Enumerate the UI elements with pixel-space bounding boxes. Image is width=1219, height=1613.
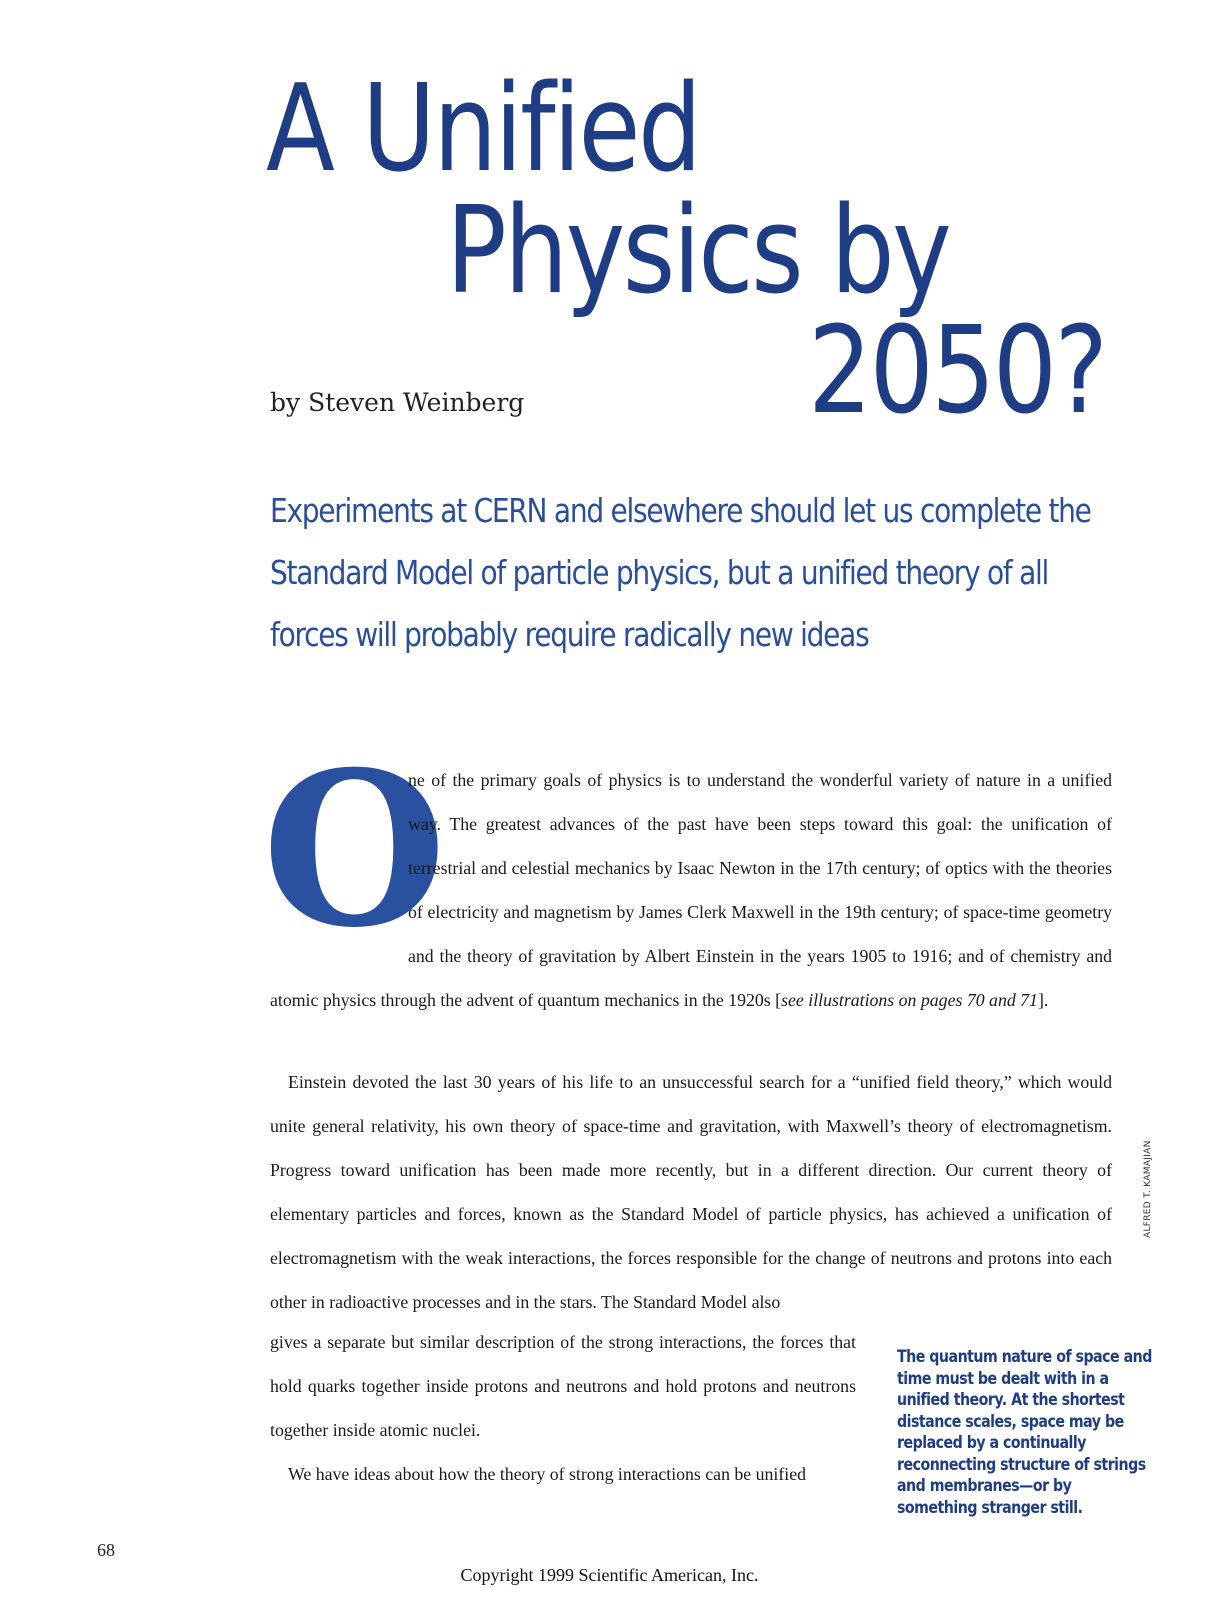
copyright-notice: Copyright 1999 Scientific American, Inc.	[460, 1565, 759, 1585]
title-line-2: Physics by	[446, 182, 950, 321]
title-line-1: A Unified	[266, 60, 700, 199]
deck-subtitle: Experiments at CERN and elsewhere should let us complete the Standard Model of particle physics, but a unified theory of all forces will probably require radically new ideas	[270, 491, 1091, 654]
illustration-credit: ALFRED T. KAMAJIAN	[1143, 1140, 1153, 1238]
byline: by Steven Weinberg	[270, 388, 525, 417]
body-paragraph-3: We have ideas about how the theory of strong interactions can be unified	[288, 1464, 807, 1484]
body-paragraph-1	[262, 725, 1112, 1022]
page-number: 68	[97, 1540, 115, 1560]
body-paragraph-2-continued: gives a separate but similar description of the strong interactions, the forces that hold quarks together inside protons and neutrons and hold protons and neutrons together inside atomic nuclei.	[270, 1332, 856, 1440]
drop-cap: O	[262, 725, 447, 974]
title-line-3: 2050?	[808, 302, 1106, 441]
body-paragraph-2: Einstein devoted the last 30 years of his life to an unsuccessful search for a “unified field theory,” which would unite general relativity, his own theory of space-time and gravitation, with Maxwell’s theory of electromagnetism. Progress toward unification has been made more recently, but in a different direction. Our current theory of elementary particles and forces, known as the Standard Model of particle physics, has achieved a unification of electromagnetism with the weak interactions, the forces responsible for the change of neutrons and protons into each other in radioactive processes and in the stars. The Standard Model also	[270, 1072, 1112, 1312]
paragraph-1-end: ].	[1037, 990, 1049, 1010]
figure-caption: The quantum nature of space and time must be dealt with in a unified theory. At the shortest distance scales, space may be replaced by a continually reconnecting structure of strings and membranes—or by something stranger still.	[897, 1347, 1152, 1517]
paragraph-1-text: ne of the primary goals of physics is to understand the wonderful variety of nature in a unified way. The greatest advances of the past have been steps toward this goal: the unification of terrestrial and celestial mechanics by Isaac Newton in the 17th century; of optics with the theories of electricity and magnetism by James Clerk Maxwell in the 19th century; of space-time geometry and the theory of gravitation by Albert Einstein in the years 1905 to 1916; and of chemistry and atomic physics through the advent of quantum mechanics in the 1920s [	[270, 770, 1112, 1010]
illustration-reference: see illustrations on pages 70 and 71	[781, 990, 1038, 1010]
